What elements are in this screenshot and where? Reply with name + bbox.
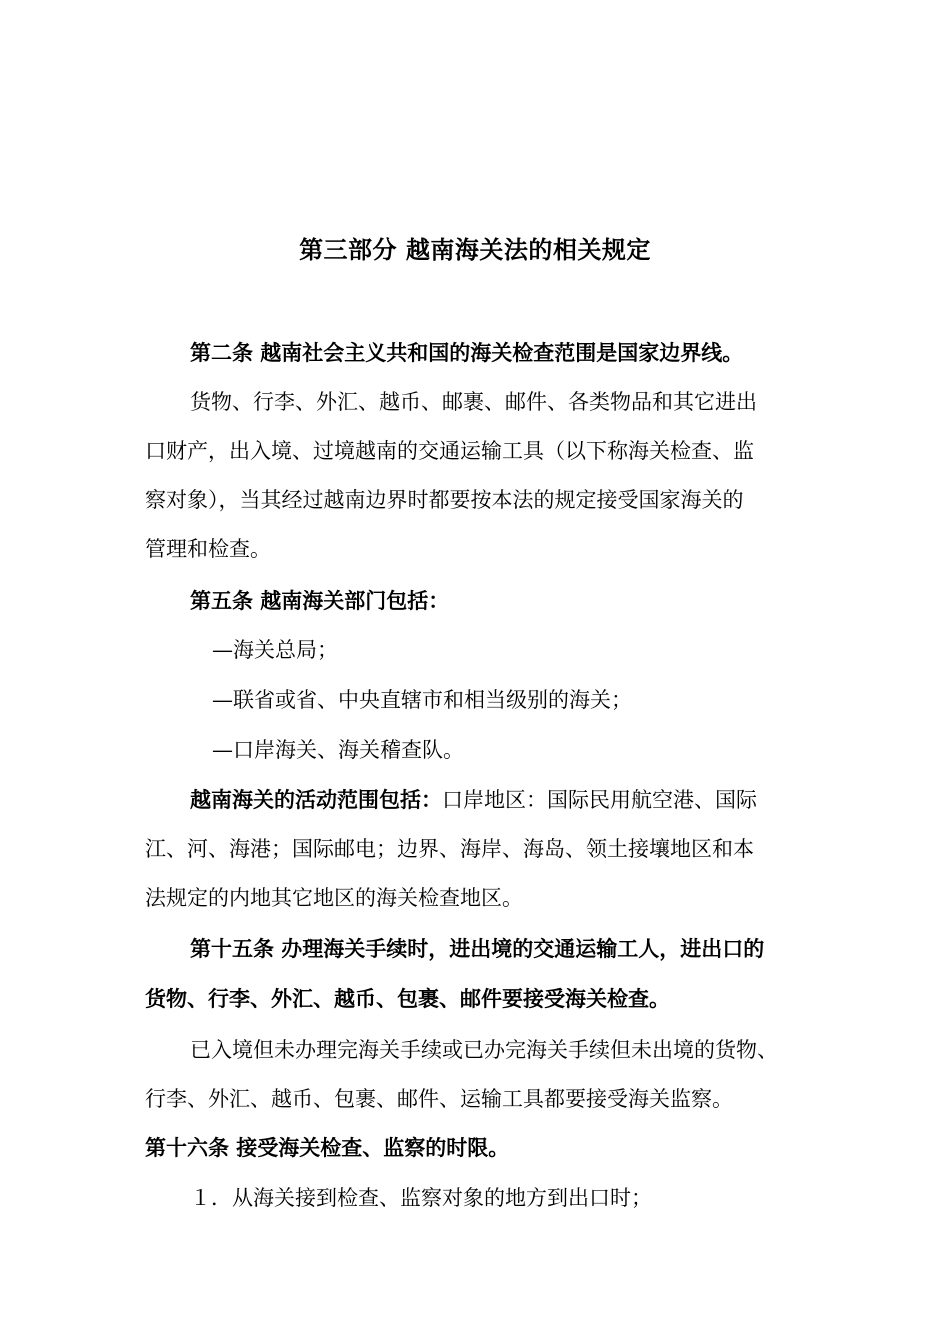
scope-label: 越南海关的活动范围包括： <box>190 788 442 812</box>
article-2-heading: 第二条 越南社会主义共和国的海关检查范围是国家边界线。 <box>190 341 744 365</box>
article-5-list-item: —海关总局； <box>212 638 338 662</box>
article-16-heading: 第十六条 接受海关检查、监察的时限。 <box>145 1136 510 1160</box>
article-2-line: 管理和检查。 <box>145 537 271 561</box>
article-16-item: １．从海关接到检查、监察对象的地方到出口时； <box>190 1186 652 1210</box>
article-15-heading: 第十五条 办理海关手续时，进出境的交通运输工人，进出口的 <box>190 937 765 961</box>
scope-paragraph-first-line <box>190 786 757 814</box>
article-2-line: 货物、行李、外汇、越币、邮裹、邮件、各类物品和其它进出 <box>190 390 757 414</box>
article-15-line: 行李、外汇、越币、包裹、邮件、运输工具都要接受海关监察。 <box>145 1087 733 1111</box>
scope-line: 江、河、海港；国际邮电；边界、海岸、海岛、领土接壤地区和本 <box>145 837 754 861</box>
article-5-list-item: —联省或省、中央直辖市和相当级别的海关； <box>212 688 632 712</box>
scope-text: 口岸地区：国际民用航空港、国际 <box>442 788 757 812</box>
article-2-line: 口财产，出入境、过境越南的交通运输工具（以下称海关检查、监 <box>145 439 754 463</box>
page-title: 第三部分 越南海关法的相关规定 <box>299 236 651 264</box>
article-5-list-item: —口岸海关、海关稽查队。 <box>212 738 464 762</box>
article-5-heading: 第五条 越南海关部门包括： <box>190 589 450 613</box>
article-15-heading-cont: 货物、行李、外汇、越币、包裹、邮件要接受海关检查。 <box>145 987 670 1011</box>
article-2-line: 察对象），当其经过越南边界时都要按本法的规定接受国家海关的 <box>145 488 744 512</box>
scope-line: 法规定的内地其它地区的海关检查地区。 <box>145 886 523 910</box>
article-15-line: 已入境但未办理完海关手续或已办完海关手续但未出境的货物、 <box>190 1038 778 1062</box>
